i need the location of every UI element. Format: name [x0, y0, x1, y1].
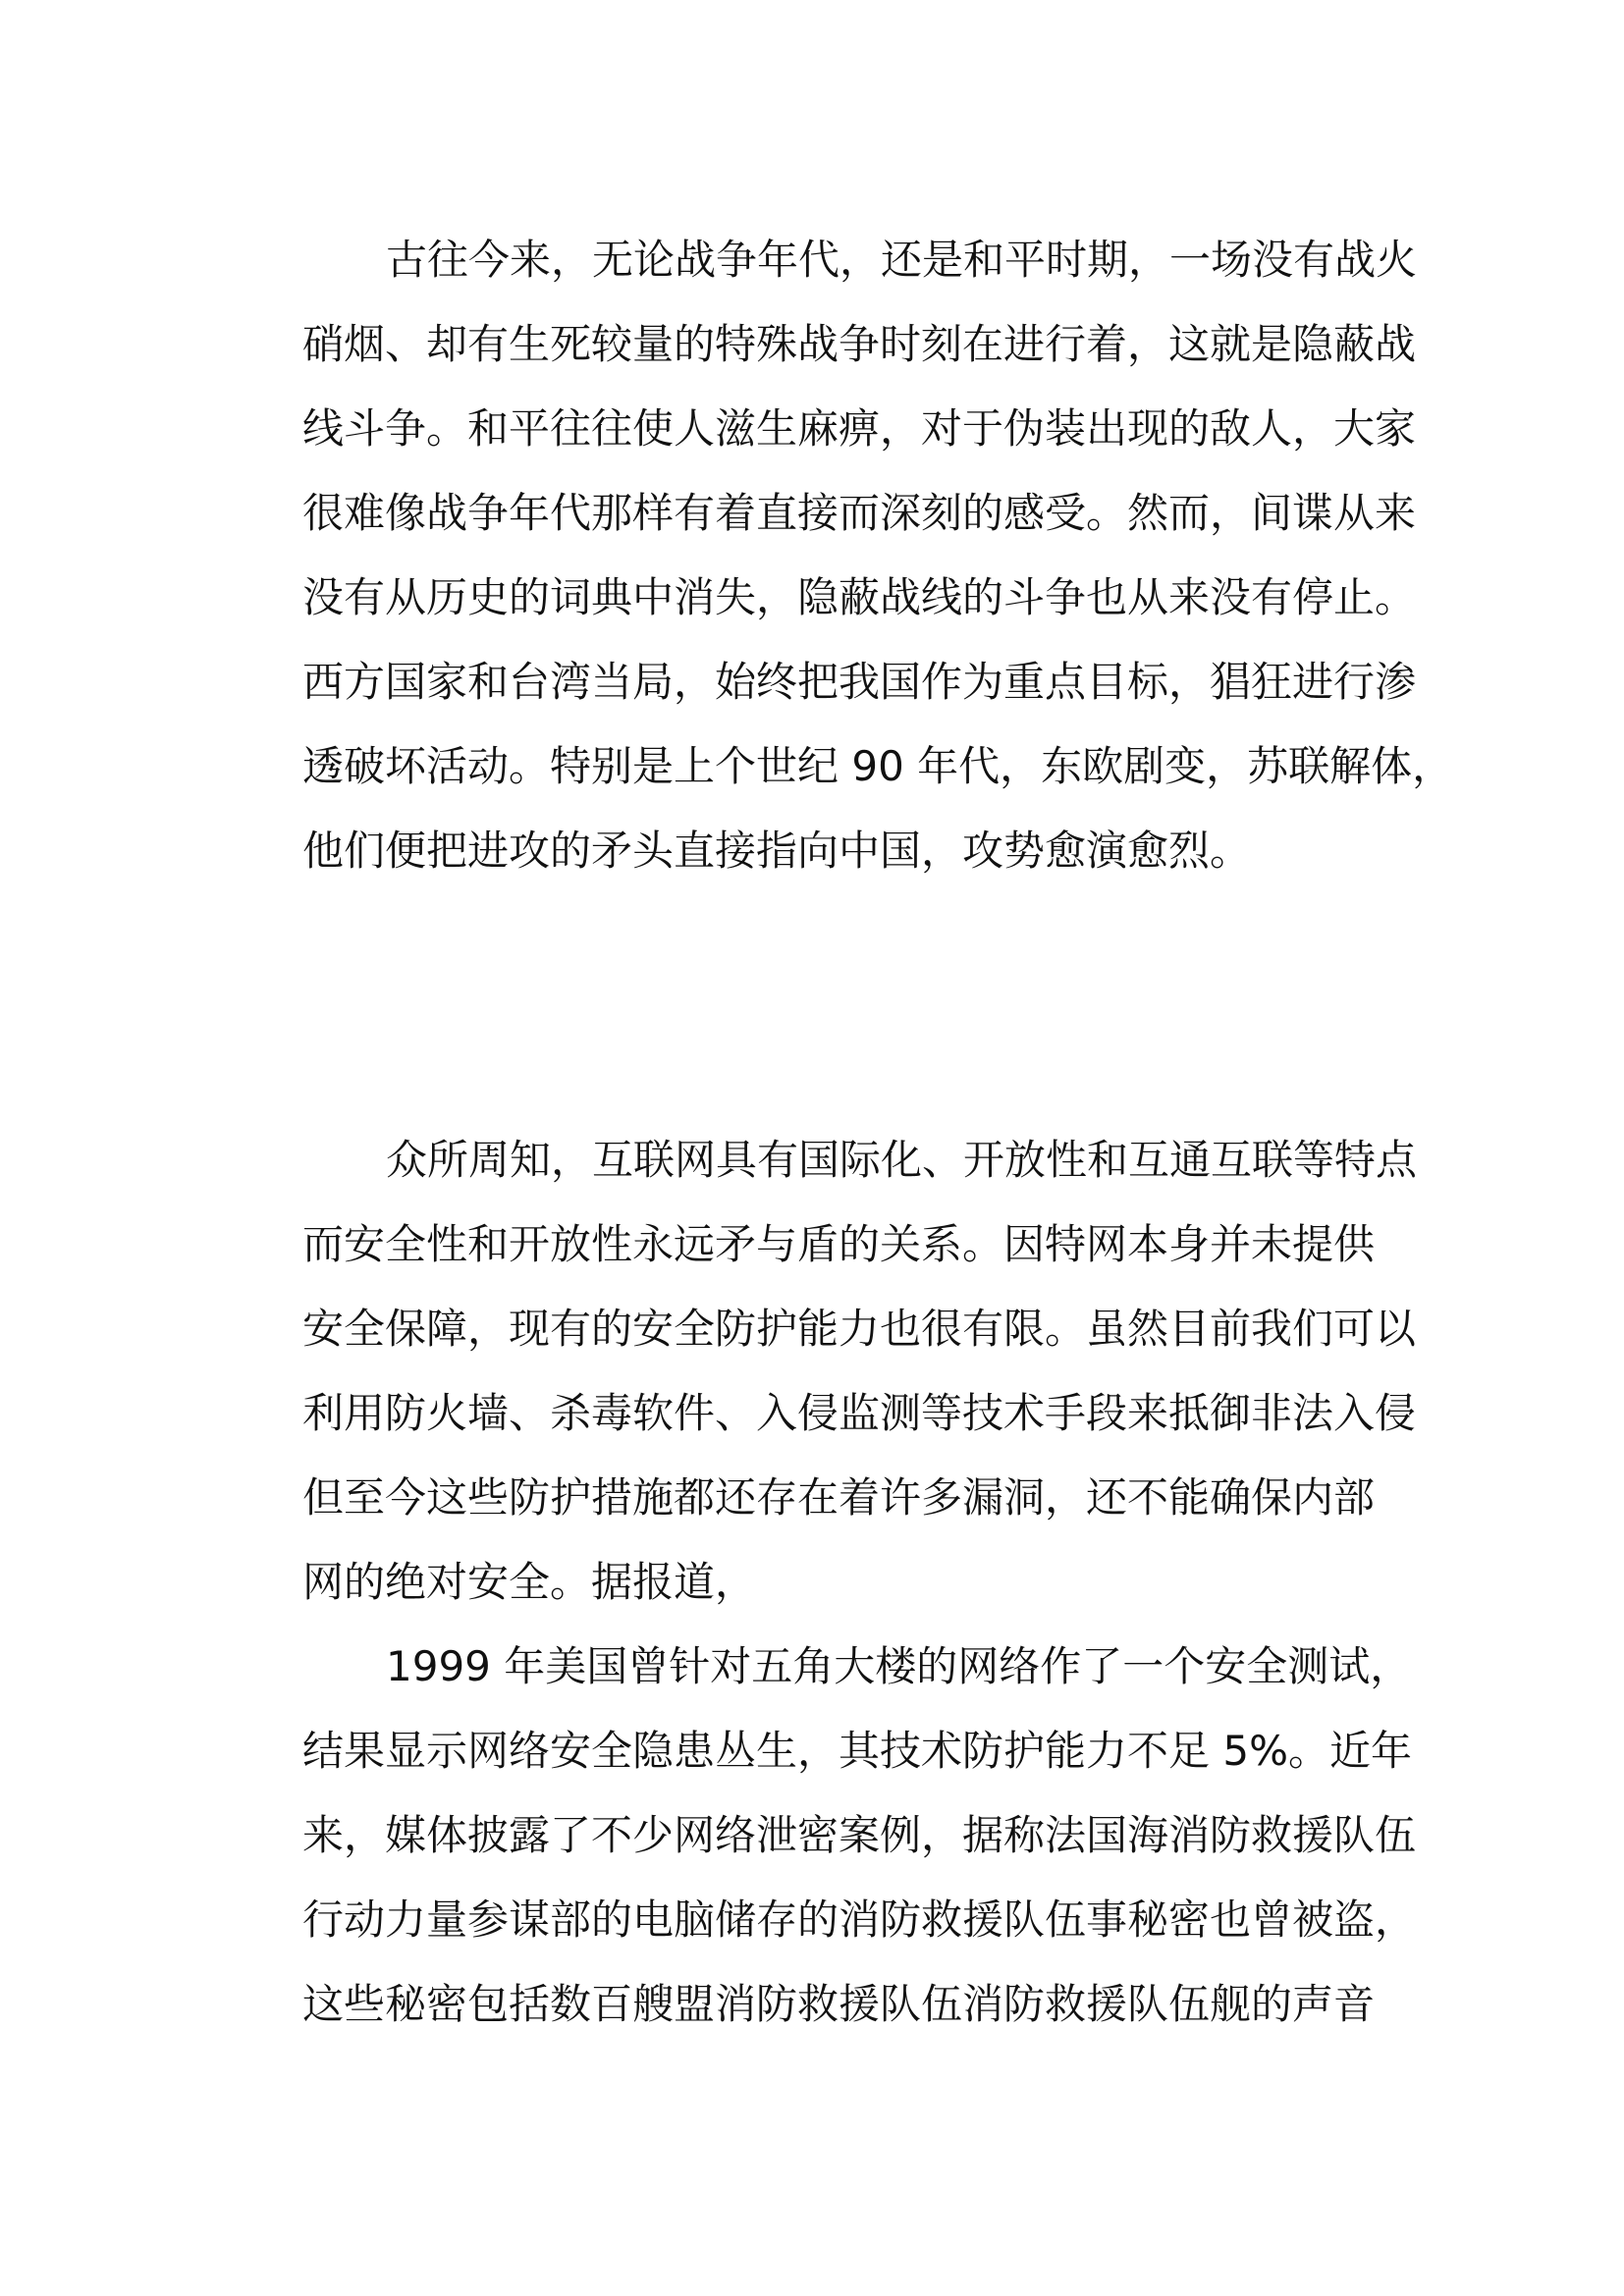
paragraph-line: 他们便把进攻的矛头直接指向中国，攻势愈演愈烈。 [302, 827, 1252, 875]
paragraph-line: 来，媒体披露了不少网络泄密案例，据称法国海消防救援队伍 [302, 1811, 1417, 1859]
paragraph-line: 行动力量参谋部的电脑储存的消防救援队伍事秘密也曾被盗， [302, 1896, 1417, 1944]
paragraph-line: 安全保障，现有的安全防护能力也很有限。虽然目前我们可以 [302, 1305, 1417, 1353]
paragraph-line: 没有从历史的词典中消失，隐蔽战线的斗争也从来没有停止。 [302, 573, 1417, 621]
paragraph-line: 透破坏活动。特别是上个世纪 90 年代，东欧剧变，苏联解体， [302, 742, 1454, 790]
paragraph-line: 利用防火墙、杀毒软件、入侵监测等技术手段来抵御非法入侵 [302, 1389, 1417, 1437]
paragraph-line: 西方国家和台湾当局，始终把我国作为重点目标，猖狂进行渗 [302, 658, 1417, 706]
paragraph-line: 硝烟、却有生死较量的特殊战争时刻在进行着，这就是隐蔽战 [302, 320, 1417, 368]
paragraph-line: 线斗争。和平往往使人滋生麻痹，对于伪装出现的敌人，大家 [302, 404, 1417, 453]
paragraph-espionage-history [302, 218, 1454, 893]
paragraph-internet-security [302, 1118, 1418, 1625]
paragraph-line: 结果显示网络安全隐患丛生，其技术防护能力不足 5%。近年 [302, 1727, 1412, 1775]
paragraph-line: 网的绝对安全。据报道， [302, 1558, 757, 1606]
paragraph-line: 很难像战争年代那样有着直接而深刻的感受。然而，间谍从来 [302, 489, 1417, 537]
paragraph-line: 众所周知，互联网具有国际化、开放性和互通互联等特点 [386, 1136, 1418, 1184]
paragraph-line: 但至今这些防护措施都还存在着许多漏洞，还不能确保内部 [302, 1473, 1376, 1522]
paragraph-line: 古往今来，无论战争年代，还是和平时期，一场没有战火 [386, 236, 1418, 284]
paragraph-pentagon-test [302, 1625, 1417, 2047]
paragraph-line: 1999 年美国曾针对五角大楼的网络作了一个安全测试， [386, 1642, 1412, 1690]
paragraph-line: 而安全性和开放性永远矛与盾的关系。因特网本身并未提供 [302, 1220, 1376, 1268]
paragraph-line: 这些秘密包括数百艘盟消防救援队伍消防救援队伍舰的声音 [302, 1980, 1376, 2028]
